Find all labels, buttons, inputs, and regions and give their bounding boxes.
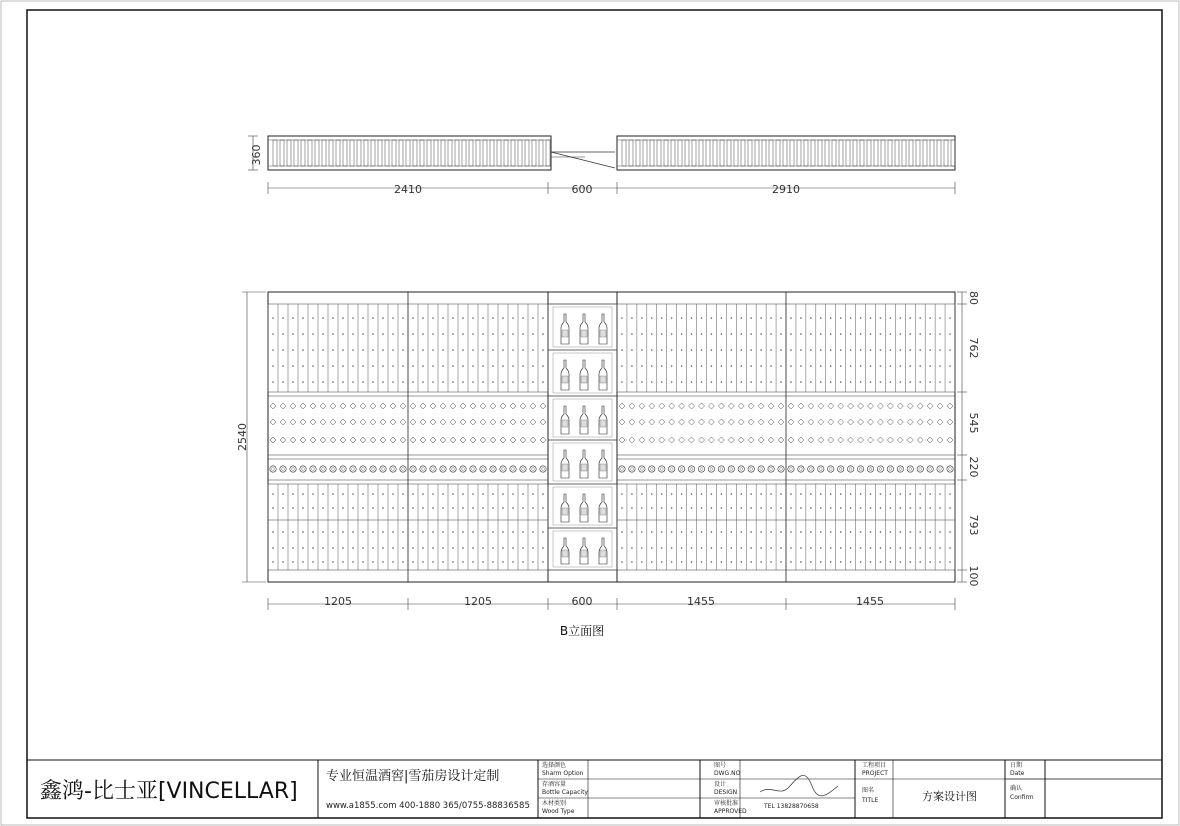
elevation-right-dimension <box>957 292 967 582</box>
designer-signature <box>760 775 838 795</box>
elevation-caption: B立面图 <box>559 624 605 638</box>
design-cn: 设计 <box>714 781 727 788</box>
display-shelf-column <box>548 304 617 570</box>
row-wood-en: Wood Type <box>542 808 575 815</box>
top-view-right-rack <box>617 136 955 170</box>
approved-cn: 审核批准 <box>714 800 739 807</box>
top-view-left-rack <box>268 136 551 170</box>
right-dim-100: 100 <box>967 565 980 587</box>
approved-en: APPROVED <box>714 808 747 815</box>
dwg-no-en: DWG.NO <box>714 770 741 777</box>
bottom-dim-5: 1455 <box>856 595 884 608</box>
contact-info: www.a1855.com 400-1880 365/0755-88836585 <box>326 801 530 811</box>
top-view-dim-right: 2910 <box>772 183 800 196</box>
top-view <box>248 136 955 196</box>
row-color-cn: 选择颜色 <box>542 762 567 769</box>
drawing-title: 方案设计图 <box>922 790 977 803</box>
design-en: DESIGN <box>714 789 738 796</box>
top-view-dim-left: 2410 <box>394 183 422 196</box>
right-dim-80: 80 <box>967 291 980 305</box>
drawing-frame <box>27 10 1162 818</box>
title-label-cn: 图名 <box>862 787 875 794</box>
row-capacity-cn: 存酒容量 <box>542 781 567 788</box>
row-wood-cn: 木材类别 <box>542 800 567 807</box>
right-dim-220: 220 <box>967 456 980 478</box>
top-view-gap <box>551 152 615 168</box>
outer-border <box>1 1 1179 825</box>
elevation-view <box>236 291 980 638</box>
title-label-en: TITLE <box>862 797 879 804</box>
slogan: 专业恒温酒窖|雪茄房设计定制 <box>326 769 500 784</box>
designer-phone: TEL 13828870658 <box>764 803 819 810</box>
right-dim-545: 545 <box>967 412 980 434</box>
project-cn: 工程项目 <box>862 762 887 769</box>
top-view-height-label: 360 <box>250 144 263 166</box>
row-color-en: Sharm Option <box>542 770 584 777</box>
confirm-cn: 确认 <box>1010 785 1023 792</box>
title-block <box>27 760 1162 818</box>
row-capacity-en: Bottle Capacity <box>542 789 588 796</box>
bottom-dim-3: 600 <box>571 595 593 608</box>
elevation-height-label: 2540 <box>236 423 249 451</box>
bottom-dim-4: 1455 <box>687 595 715 608</box>
top-view-dim-gap: 600 <box>571 183 593 196</box>
right-dim-762: 762 <box>967 337 980 359</box>
project-en: PROJECT <box>862 770 888 777</box>
bottom-dim-1: 1205 <box>324 595 352 608</box>
company-name: 鑫鸿-比士亚[VINCELLAR] <box>40 779 298 804</box>
elevation-bottom-dimension <box>268 598 955 610</box>
date-en: Date <box>1010 770 1025 777</box>
bottom-dim-2: 1205 <box>464 595 492 608</box>
right-dim-793: 793 <box>967 514 980 536</box>
confirm-en: Confirm <box>1010 794 1034 801</box>
date-cn: 日期 <box>1010 762 1023 769</box>
dwg-no-cn: 图号 <box>714 762 727 769</box>
